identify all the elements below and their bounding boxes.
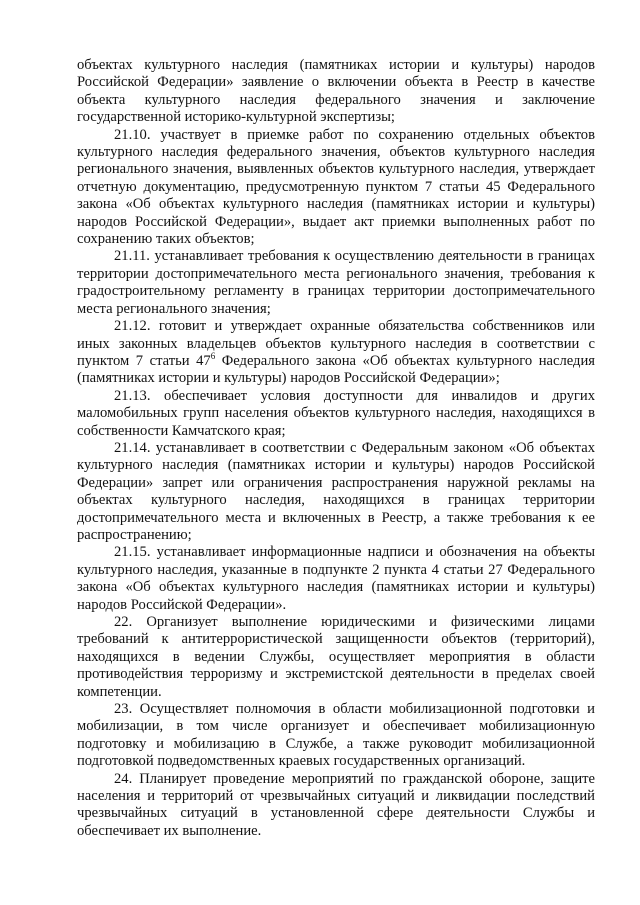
paragraph-21-14: 21.14. устанавливает в соответствии с Федеральным законом «Об объектах культурного наследия (памятниках истории и культуры) народов Российской Федерации» запрет или ограничения распространения наружной рекламы на объектах культурного наследия, находящихся в границах территории достопримечательного места и включенных в Реестр, а также требования к ее распространению; <box>77 439 595 543</box>
paragraph-21-12-text-before: 21.12. готовит и утверждает охранные обязательства собственников или иных законных владельцев объектов культурного наследия в соответствии с пунктом 7 статьи 47 <box>77 318 595 369</box>
paragraph-21-10: 21.10. участвует в приемке работ по сохранению отдельных объектов культурного наследия федерального значения, объектов культурного наследия регионального значения, выявленных объектов культурного наследия, утверждает отчетную документацию, предусмотренную пунктом 7 статьи 45 Федерального закона «Об объектах культурного наследия (памятниках истории и культуры) народов Российской Федерации», выдает акт приемки выполненных работ по сохранению таких объектов; <box>77 126 595 248</box>
paragraph-23: 23. Осуществляет полномочия в области мобилизационной подготовки и мобилизации, в том числе организует и обеспечивает мобилизационную подготовку и мобилизацию в Службе, а также руководит мобилизационной подготовкой подведомственных краевых государственных организаций. <box>77 701 595 770</box>
document-body <box>77 57 595 840</box>
paragraph-21-12-text-after: Федерального закона «Об объектах культурного наследия (памятниках истории и культуры) народов Российской Федерации»; <box>77 352 595 387</box>
paragraph-21-12-superscript: 6 <box>210 351 216 362</box>
paragraph-22: 22. Организует выполнение юридическими и физическими лицами требований к антитеррористической защищенности объектов (территорий), находящихся в ведении Службы, осуществляет мероприятия в области противодействия терроризму и экстремистской деятельности в пределах своей компетенции. <box>77 614 595 700</box>
paragraph-21-13: 21.13. обеспечивает условия доступности для инвалидов и других маломобильных групп населения объектов культурного наследия, находящихся в собственности Камчатского края; <box>77 387 595 439</box>
paragraph-21-15: 21.15. устанавливает информационные надписи и обозначения на объекты культурного наследия, указанные в подпункте 2 пункта 4 статьи 27 Федерального закона «Об объектах культурного наследия (памятниках истории и культуры) народов Российской Федерации». <box>77 544 595 613</box>
paragraph-21-12 <box>77 318 595 388</box>
paragraph-21-9-continuation: объектах культурного наследия (памятниках истории и культуры) народов Российской Федерации» заявление о включении объекта в Реестр в качестве объекта культурного наследия федерального значения и заключение государственной историко-культурной экспертизы; <box>77 57 595 126</box>
paragraph-24: 24. Планирует проведение мероприятий по гражданской обороне, защите населения и территорий от чрезвычайных ситуаций и ликвидации последствий чрезвычайных ситуаций в установленной сфере деятельности Службы и обеспечивает их выполнение. <box>77 770 595 839</box>
paragraph-21-11: 21.11. устанавливает требования к осуществлению деятельности в границах территории достопримечательного места регионального значения, требования к градостроительному регламенту в границах территории достопримечательного места регионального значения; <box>77 248 595 317</box>
